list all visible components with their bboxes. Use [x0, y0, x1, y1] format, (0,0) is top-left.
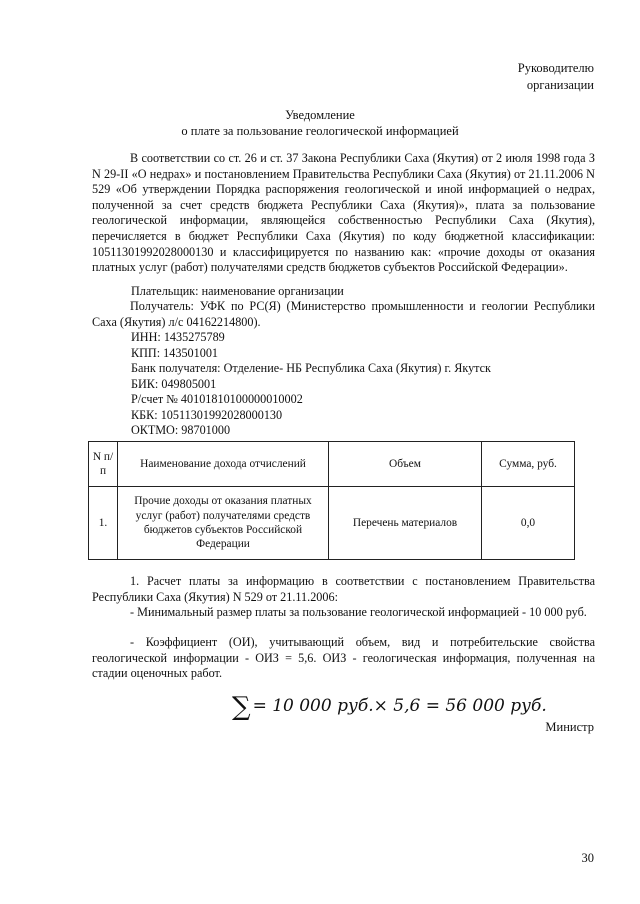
- table-cell-number: 1.: [89, 487, 118, 560]
- formula-expression: = 10 000 руб.× 5,6 = 56 000 руб.: [252, 696, 547, 716]
- fee-formula: [232, 692, 547, 722]
- addressee-block: [518, 60, 594, 94]
- payer-line: Плательщик: наименование организации: [131, 284, 344, 298]
- table-header-sum: Сумма, руб.: [482, 442, 575, 487]
- inn-line: ИНН: 1435275789: [131, 330, 225, 344]
- bank-line: Банк получателя: Отделение- НБ Республика Саха (Якутия) г. Якутск: [131, 361, 491, 375]
- main-paragraph: В соответствии со ст. 26 и ст. 37 Закона Республики Саха (Якутия) от 2 июля 1998 года З N 29-II «О недрах» и постановлением Правительства Республики Саха (Якутия) от 21.11.2006 N 529 «Об утверждении Порядка распоряжения геологической и иной информацией о недрах, полученной за счет средств бюджета Республики Саха (Якутия)», плата за пользование геологической информации, являющейся собственностью Республики Саха (Якутия), перечисляется в бюджет Республики Саха (Якутия) по коду бюджетной классификации: 10511301992028000130 и классифицируется по названию как: «прочие доходы от оказания платных услуг (работ) получателями средств бюджетов субъектов Российской Федерации».: [92, 151, 595, 275]
- sigma-symbol: ∑: [232, 692, 251, 722]
- table-row: [89, 487, 575, 560]
- minister-signature: Министр: [545, 720, 594, 734]
- kbk-line: КБК: 10511301992028000130: [131, 408, 283, 422]
- calc-paragraph-2: - Минимальный размер платы за пользование геологической информацией - 10 000 руб.: [130, 605, 587, 619]
- table-cell-volume: Перечень материалов: [329, 487, 482, 560]
- account-line: Р/счет № 40101810100000010002: [131, 392, 303, 406]
- table-header-income: Наименование дохода отчислений: [118, 442, 329, 487]
- addressee-line-1: Руководителю: [517, 61, 594, 75]
- table-header-row: [89, 442, 575, 487]
- addressee-line-2: организации: [526, 78, 594, 92]
- table-cell-income: Прочие доходы от оказания платных услуг (работ) получателями средств бюджетов субъектов Российской Федерации: [118, 487, 329, 560]
- bik-line: БИК: 049805001: [131, 377, 217, 391]
- calc-paragraph-1: 1. Расчет платы за информацию в соответствии с постановлением Правительства Республики Саха (Якутия) N 529 от 21.11.2006:: [92, 574, 595, 604]
- page-number: 30: [581, 851, 594, 865]
- table-header-volume: Объем: [329, 442, 482, 487]
- calc-paragraph-3: - Коэффициент (ОИ), учитывающий объем, вид и потребительские свойства геологической информации - ОИЗ = 5,6. ОИЗ - геологическая информация, полученная на стадии оценочных работ.: [92, 635, 595, 681]
- recipient-line: Получатель: УФК по РС(Я) (Министерство промышленности и геологии Республики Саха (Якутия) л/с 04162214800).: [92, 299, 595, 329]
- kpp-line: КПП: 143501001: [131, 346, 219, 360]
- income-table: [88, 441, 575, 560]
- table-cell-sum: 0,0: [482, 487, 575, 560]
- notice-title: Уведомление: [285, 108, 355, 122]
- table-header-number: N п/п: [89, 442, 118, 487]
- notice-subtitle: о плате за пользование геологической информацией: [181, 124, 459, 138]
- oktmo-line: ОКТМО: 98701000: [131, 423, 231, 437]
